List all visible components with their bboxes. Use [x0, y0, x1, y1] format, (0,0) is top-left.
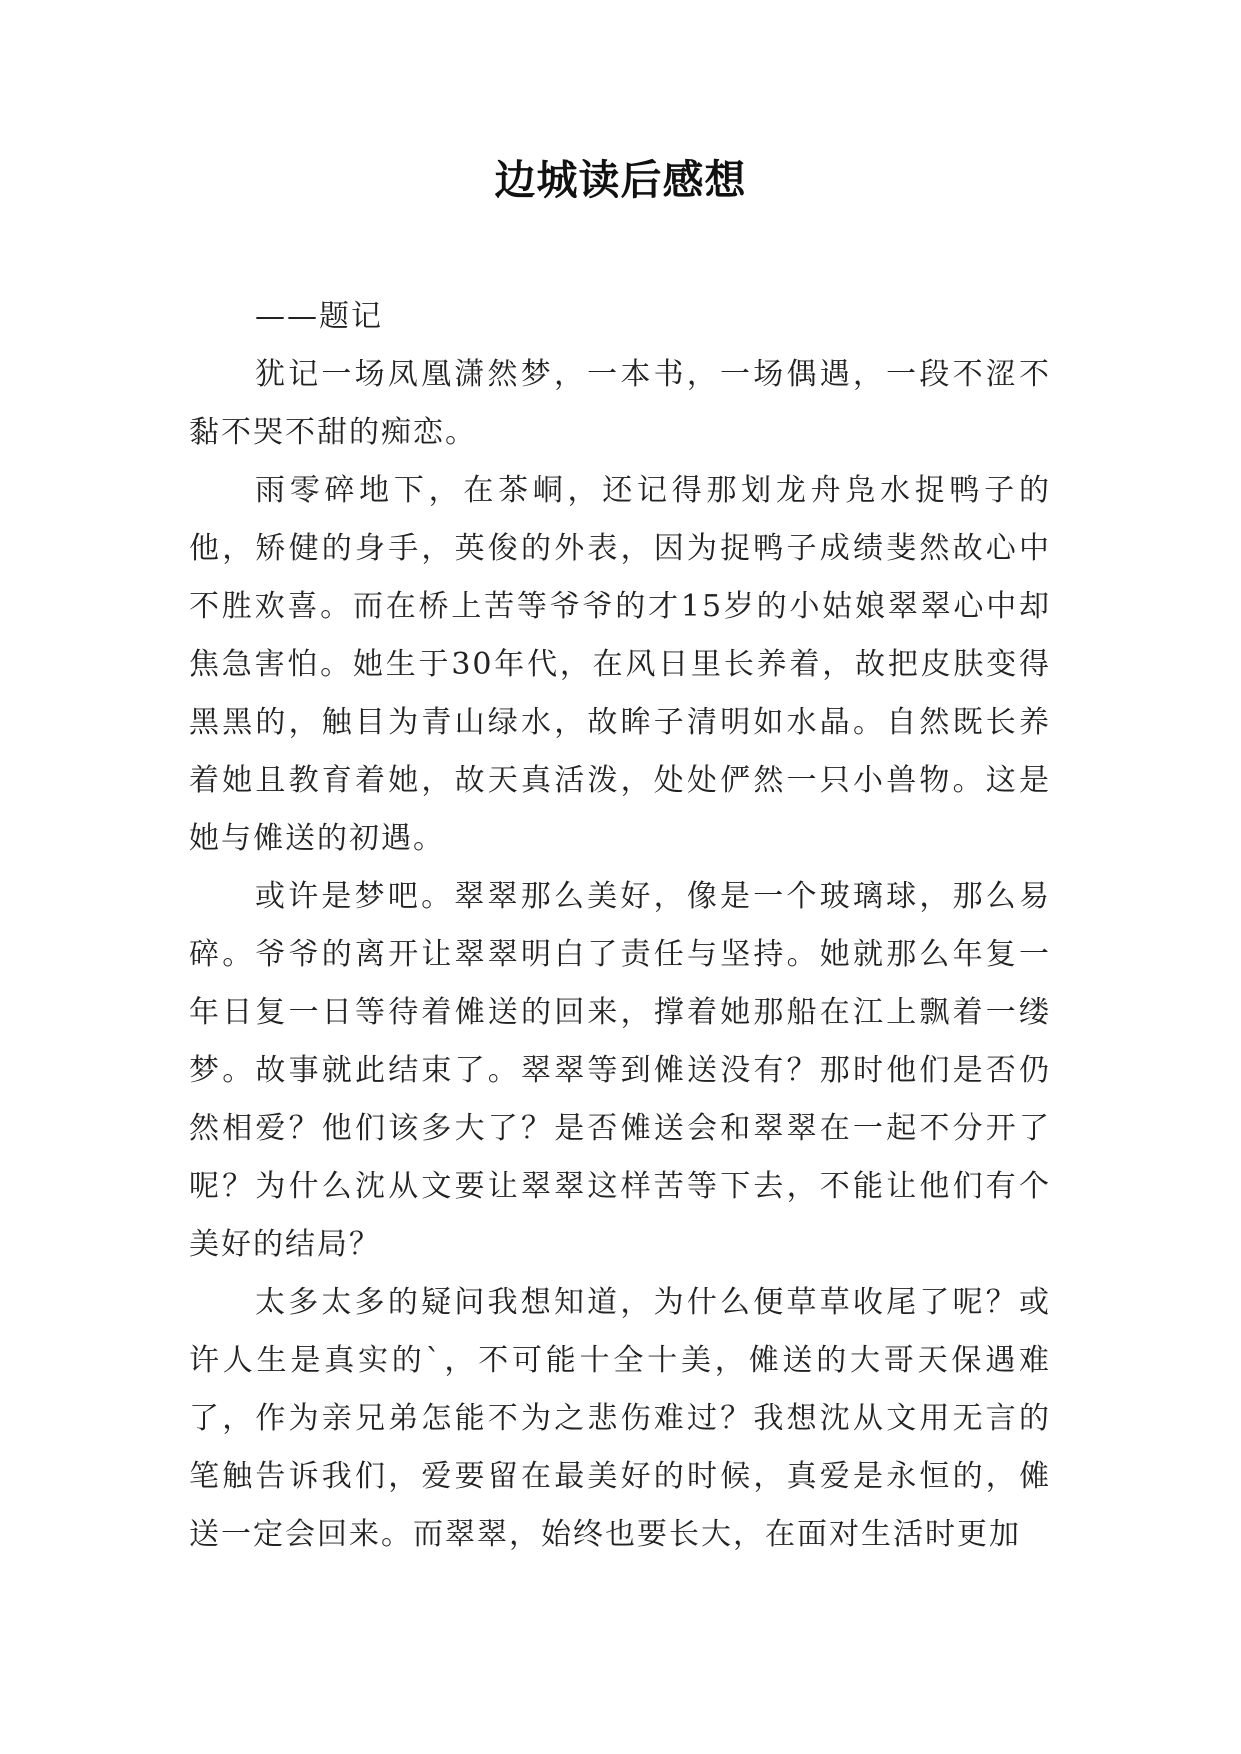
document-title: 边城读后感想	[494, 156, 747, 204]
document-body	[189, 288, 1051, 1564]
paragraph: 或许是梦吧。翠翠那么美好，像是一个玻璃球，那么易碎。爷爷的离开让翠翠明白了责任与坚持。她就那么年复一年日复一日等待着傩送的回来，撑着她那船在江上飘着一缕梦。故事就此结束了。翠翠等到傩送没有？那时他们是否仍然相爱？他们该多大了？是否傩送会和翠翠在一起不分开了呢？为什么沈从文要让翠翠这样苦等下去，不能让他们有个美好的结局？	[189, 879, 1051, 1262]
inscription: ——题记	[255, 299, 383, 334]
paragraph: 雨零碎地下，在茶峒，还记得那划龙舟凫水捉鸭子的他，矫健的身手，英俊的外表，因为捉鸭子成绩斐然故心中不胜欢喜。而在桥上苦等爷爷的才15岁的小姑娘翠翠心中却焦急害怕。她生于30年代，在风日里长养着，故把皮肤变得黑黑的，触目为青山绿水，故眸子清明如水晶。自然既长养着她且教育着她，故天真活泼，处处俨然一只小兽物。这是她与傩送的初遇。	[189, 473, 1051, 856]
paragraph: 太多太多的疑问我想知道，为什么便草草收尾了呢？或许人生是真实的`，不可能十全十美，傩送的大哥天保遇难了，作为亲兄弟怎能不为之悲伤难过？我想沈从文用无言的笔触告诉我们，爱要留在最美好的时候，真爱是永恒的，傩送一定会回来。而翠翠，始终也要长大，在面对生活时更加	[189, 1285, 1051, 1552]
paragraph: 犹记一场凤凰潇然梦，一本书，一场偶遇，一段不涩不黏不哭不甜的痴恋。	[189, 357, 1051, 450]
